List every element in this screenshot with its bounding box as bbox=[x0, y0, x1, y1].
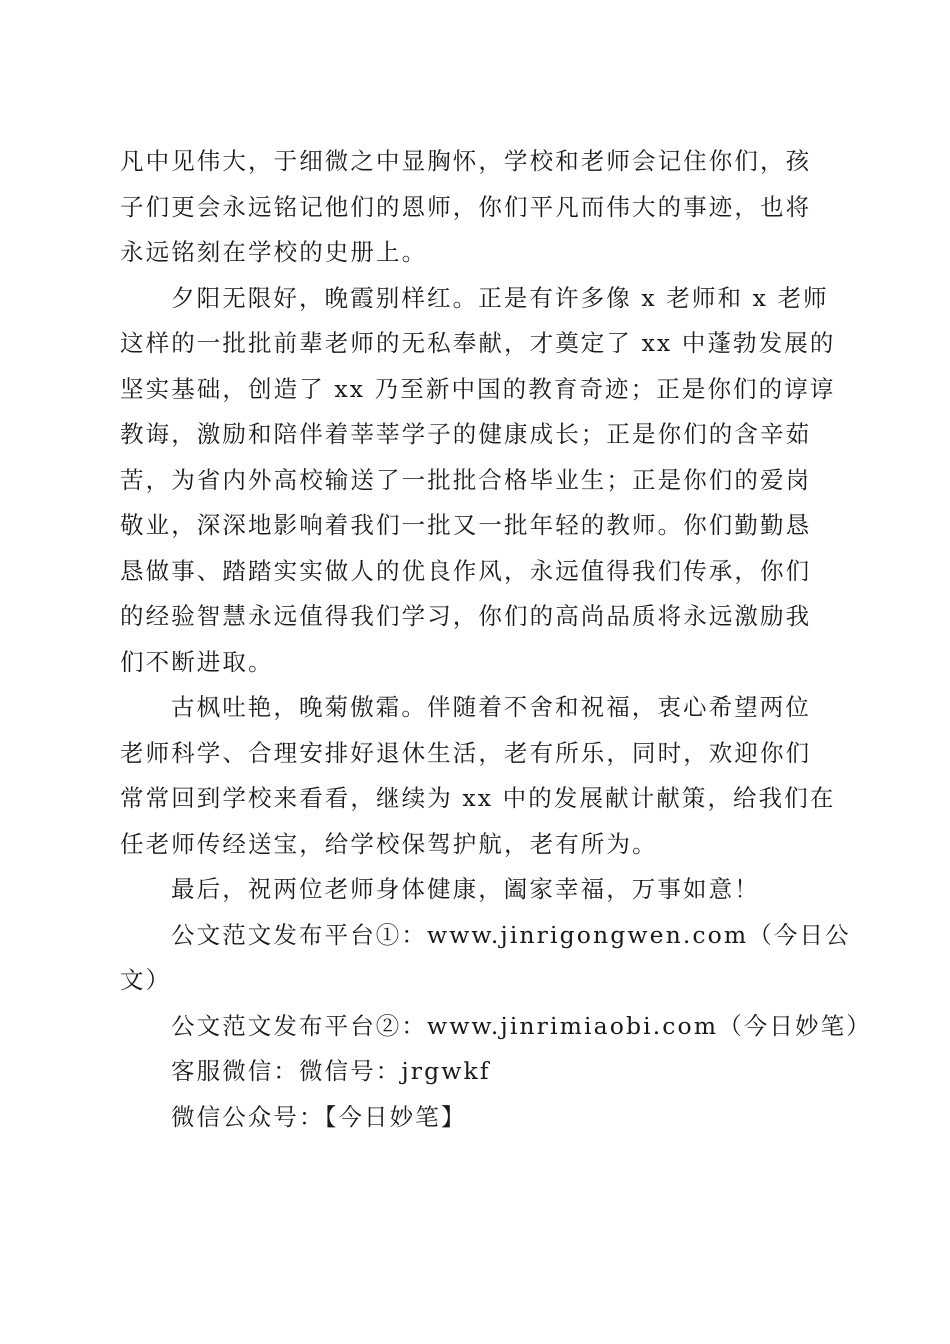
paragraph-official-account bbox=[120, 1095, 832, 1141]
text-line: 苦，为省内外高校输送了一批批合格毕业生；正是你们的爱岗 bbox=[120, 465, 812, 494]
text-line: 常常回到学校来看看，继续为 xx 中的发展献计献策，给我们在 bbox=[120, 784, 836, 812]
text-line: 微信公众号：【今日妙笔】 bbox=[171, 1102, 467, 1131]
text-line: 敬业，深深地影响着我们一批又一批年轻的教师。你们勤勤恳 bbox=[120, 511, 812, 539]
paragraph-closing-praise bbox=[120, 139, 832, 276]
paragraph-platform-2 bbox=[120, 1004, 872, 1050]
text-line: 夕阳无限好，晚霞别样红。正是有许多像 x 老师和 x 老师 bbox=[171, 283, 829, 312]
text-line: 恳做事、踏踏实实做人的优良作风，永远值得我们传承，你们 bbox=[120, 556, 812, 585]
text-line: 文） bbox=[120, 966, 172, 994]
text-line: 的经验智慧永远值得我们学习，你们的高尚品质将永远激励我 bbox=[120, 602, 812, 630]
text-line: 子们更会永远铭记他们的恩师，你们平凡而伟大的事迹，也将 bbox=[120, 192, 812, 221]
text-line: 最后，祝两位老师身体健康，阖家幸福，万事如意！ bbox=[171, 875, 760, 903]
paragraph-sunset bbox=[120, 276, 836, 686]
text-line: 永远铭刻在学校的史册上。 bbox=[120, 238, 428, 266]
paragraph-platform-1 bbox=[120, 913, 851, 1004]
text-line: 公文范文发布平台②：www.jinrimiaobi.com（今日妙笔） bbox=[171, 1011, 872, 1040]
text-line: 任老师传经送宝，给学校保驾护航，老有所为。 bbox=[120, 829, 658, 858]
document-body bbox=[120, 139, 872, 1140]
text-line: 坚实基础，创造了 xx 乃至新中国的教育奇迹；正是你们的谆谆 bbox=[120, 374, 836, 403]
text-line: 教诲，激励和陪伴着莘莘学子的健康成长；正是你们的含辛茹 bbox=[120, 420, 812, 448]
text-line: 这样的一批批前辈老师的无私奉献，才奠定了 xx 中蓬勃发展的 bbox=[120, 329, 836, 357]
paragraph-service-wechat bbox=[120, 1049, 832, 1095]
text-line: 公文范文发布平台①：www.jinrigongwen.com（今日公 bbox=[171, 920, 851, 949]
text-line: 们不断进取。 bbox=[120, 647, 274, 676]
paragraph-maple bbox=[120, 685, 836, 867]
paragraph-final-wishes bbox=[120, 867, 832, 913]
text-line: 古枫吐艳，晚菊傲霜。伴随着不舍和祝福，衷心希望两位 bbox=[171, 693, 811, 721]
text-line: 老师科学、合理安排好退休生活，老有所乐，同时，欢迎你们 bbox=[120, 738, 812, 767]
text-line: 客服微信：微信号：jrgwkf bbox=[171, 1057, 491, 1085]
text-line: 凡中见伟大，于细微之中显胸怀，学校和老师会记住你们，孩 bbox=[120, 147, 812, 175]
